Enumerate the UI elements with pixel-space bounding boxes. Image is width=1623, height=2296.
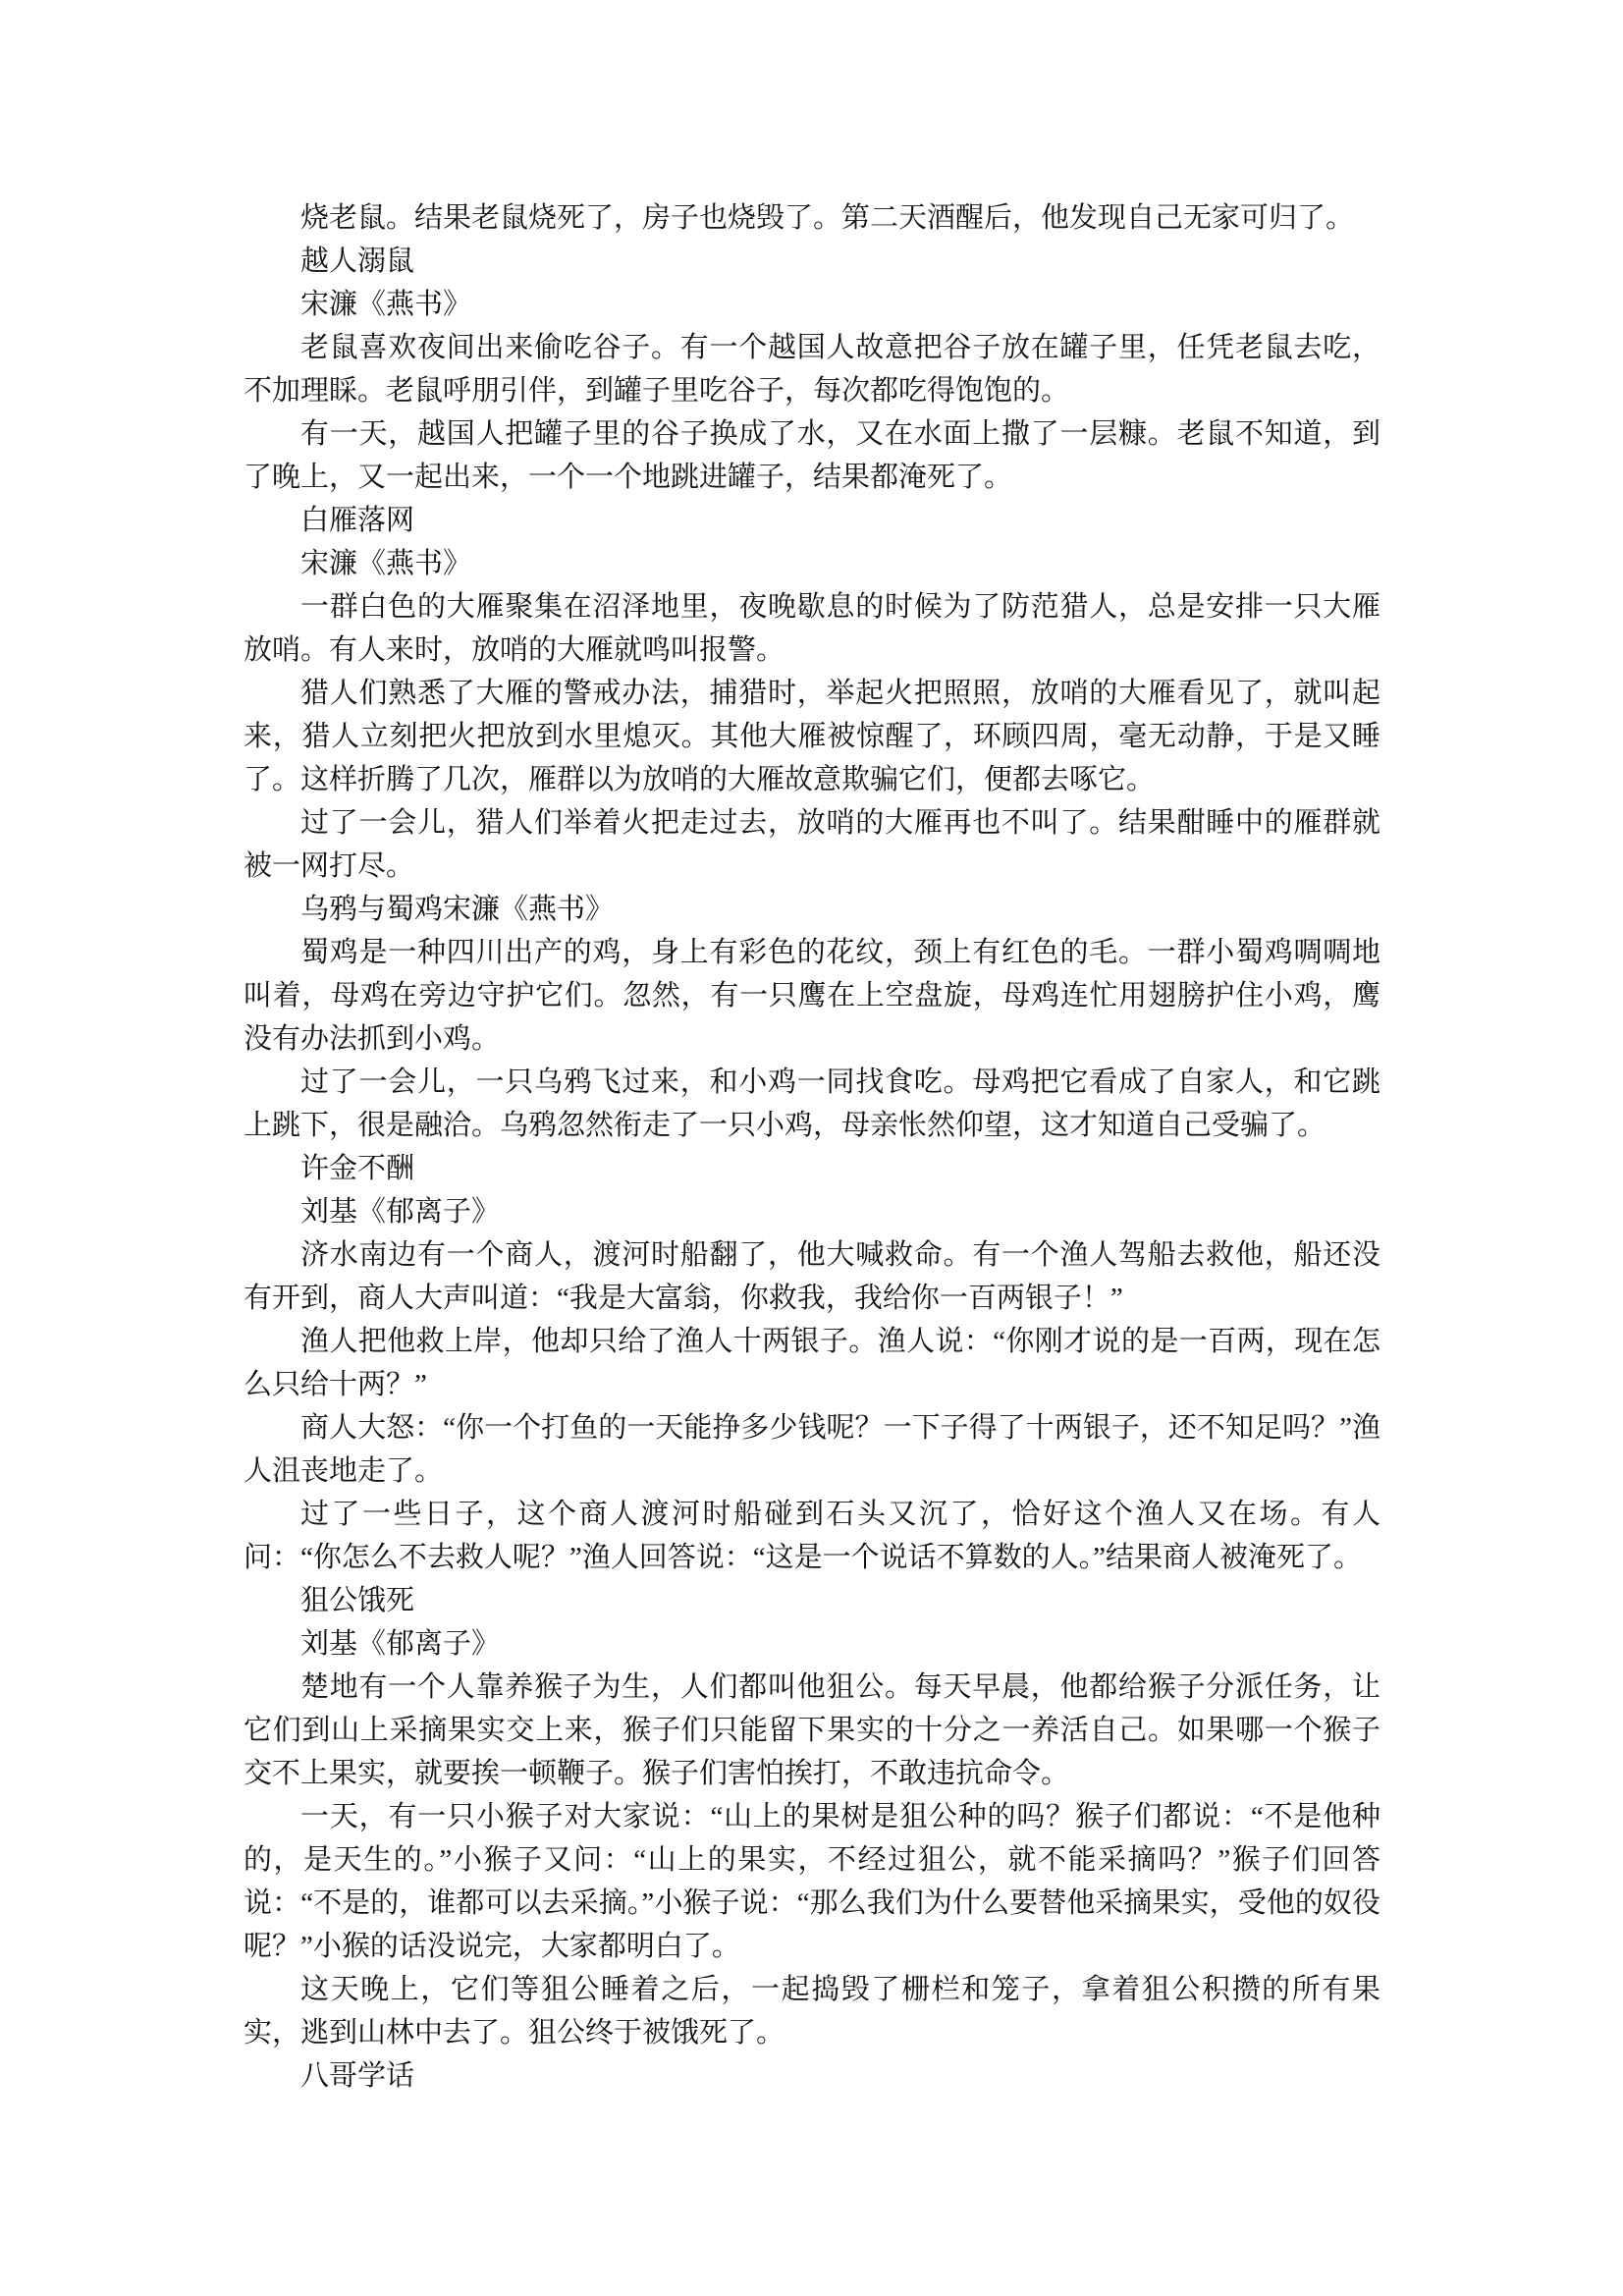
paragraph: 商人大怒：“你一个打鱼的一天能挣多少钱呢？一下子得了十两银子，还不知足吗？”渔人沮丧地走了。 <box>243 1412 1380 1487</box>
paragraph: 乌鸦与蜀鸡宋濂《燕书》 <box>300 894 615 925</box>
paragraph: 刘基《郁离子》 <box>300 1628 501 1660</box>
paragraph: 宋濂《燕书》 <box>300 548 472 579</box>
paragraph: 有一天，越国人把罐子里的谷子换成了水，又在水面上撒了一层糠。老鼠不知道，到了晚上，又一起出来，一个一个地跳进罐子，结果都淹死了。 <box>243 418 1380 493</box>
paragraph: 烧老鼠。结果老鼠烧死了，房子也烧毁了。第二天酒醒后，他发现自己无家可归了。 <box>300 202 1355 234</box>
paragraph: 宋濂《燕书》 <box>300 289 472 320</box>
paragraph: 楚地有一个人靠养猴子为生，人们都叫他狙公。每天早晨，他都给猴子分派任务，让它们到山上采摘果实交上来，猴子们只能留下果实的十分之一养活自己。如果哪一个猴子交不上果实，就要挨一顿鞭子。猴子们害怕挨打，不敢违抗命令。 <box>243 1671 1380 1789</box>
paragraph: 白雁落网 <box>300 505 415 536</box>
paragraph: 刘基《郁离子》 <box>300 1196 501 1228</box>
paragraph: 过了一会儿，猎人们举着火把走过去，放哨的大雁再也不叫了。结果酣睡中的雁群就被一网打尽。 <box>243 807 1380 882</box>
paragraph: 济水南边有一个商人，渡河时船翻了，他大喊救命。有一个渔人驾船去救他，船还没有开到，商人大声叫道：“我是大富翁，你救我，我给你一百两银子！” <box>243 1239 1380 1314</box>
paragraph: 老鼠喜欢夜间出来偷吃谷子。有一个越国人故意把谷子放在罐子里，任凭老鼠去吃，不加理睬。老鼠呼朋引伴，到罐子里吃谷子，每次都吃得饱饱的。 <box>243 332 1380 407</box>
paragraph: 八哥学话 <box>300 2060 415 2092</box>
document-body <box>243 196 1380 2098</box>
paragraph: 这天晚上，它们等狙公睡着之后，一起捣毁了栅栏和笼子，拿着狙公积攒的所有果实，逃到山林中去了。狙公终于被饿死了。 <box>243 1974 1380 2049</box>
paragraph: 越人溺鼠 <box>300 246 415 277</box>
paragraph: 一群白色的大雁聚集在沼泽地里，夜晚歇息的时候为了防范猎人，总是安排一只大雁放哨。有人来时，放哨的大雁就鸣叫报警。 <box>243 591 1380 666</box>
paragraph: 渔人把他救上岸，他却只给了渔人十两银子。渔人说：“你刚才说的是一百两，现在怎么只给十两？” <box>243 1326 1380 1400</box>
paragraph: 狙公饿死 <box>300 1585 415 1616</box>
paragraph: 一天，有一只小猴子对大家说：“山上的果树是狙公种的吗？猴子们都说：“不是他种的，是天生的。”小猴子又问：“山上的果实，不经过狙公，就不能采摘吗？”猴子们回答说：“不是的，谁都可以去采摘。”小猴子说：“那么我们为什么要替他采摘果实，受他的奴役呢？”小猴的话没说完，大家都明白了。 <box>243 1801 1380 1962</box>
paragraph: 蜀鸡是一种四川出产的鸡，身上有彩色的花纹，颈上有红色的毛。一群小蜀鸡啁啁地叫着，母鸡在旁边守护它们。忽然，有一只鹰在上空盘旋，母鸡连忙用翅膀护住小鸡，鹰没有办法抓到小鸡。 <box>243 937 1380 1055</box>
paragraph: 许金不酬 <box>300 1153 415 1184</box>
paragraph: 过了一会儿，一只乌鸦飞过来，和小鸡一同找食吃。母鸡把它看成了自家人，和它跳上跳下，很是融洽。乌鸦忽然衔走了一只小鸡，母亲怅然仰望，这才知道自己受骗了。 <box>243 1066 1380 1141</box>
paragraph: 猎人们熟悉了大雁的警戒办法，捕猎时，举起火把照照，放哨的大雁看见了，就叫起来，猎人立刻把火把放到水里熄灭。其他大雁被惊醒了，环顾四周，毫无动静，于是又睡了。这样折腾了几次，雁群以为放哨的大雁故意欺骗它们，便都去啄它。 <box>243 678 1380 795</box>
paragraph: 过了一些日子，这个商人渡河时船碰到石头又沉了，恰好这个渔人又在场。有人问：“你怎么不去救人呢？”渔人回答说：“这是一个说话不算数的人。”结果商人被淹死了。 <box>243 1499 1380 1573</box>
